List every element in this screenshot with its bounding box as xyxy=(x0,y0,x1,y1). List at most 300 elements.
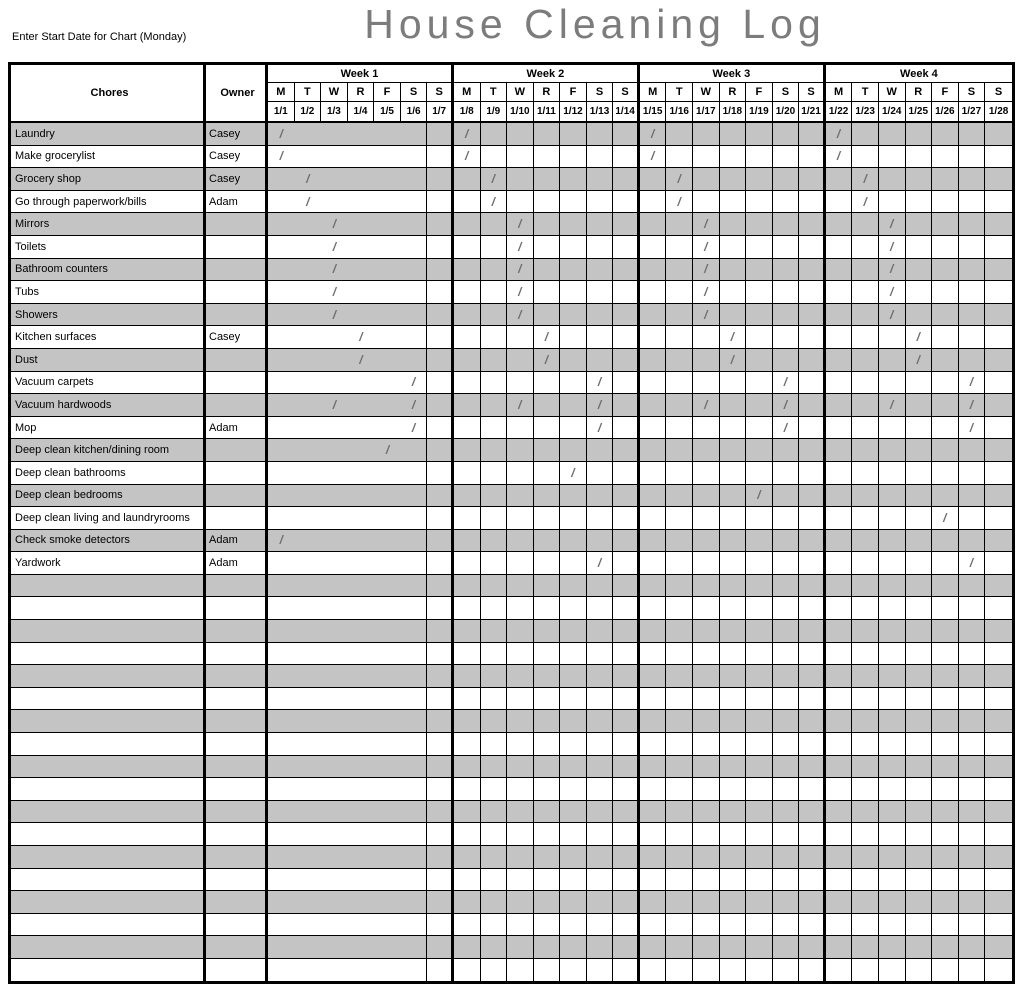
day-cell[interactable] xyxy=(932,394,959,417)
chore-cell[interactable]: Bathroom counters xyxy=(11,259,206,282)
day-cell[interactable] xyxy=(454,846,481,869)
day-cell[interactable] xyxy=(481,914,508,937)
day-cell[interactable] xyxy=(268,801,295,824)
day-cell[interactable] xyxy=(507,530,534,553)
owner-cell[interactable] xyxy=(206,778,268,801)
day-cell[interactable] xyxy=(906,394,933,417)
day-cell[interactable] xyxy=(879,146,906,169)
chore-cell[interactable] xyxy=(11,823,206,846)
day-cell[interactable] xyxy=(666,756,693,779)
day-cell[interactable] xyxy=(985,417,1012,440)
day-cell[interactable] xyxy=(534,372,561,395)
day-cell[interactable] xyxy=(613,620,640,643)
day-cell[interactable] xyxy=(720,959,747,981)
day-cell[interactable] xyxy=(454,778,481,801)
day-cell[interactable] xyxy=(799,643,826,666)
day-cell[interactable] xyxy=(826,597,853,620)
owner-cell[interactable]: Adam xyxy=(206,552,268,575)
day-cell[interactable] xyxy=(268,417,295,440)
day-cell[interactable] xyxy=(640,507,667,530)
day-cell[interactable] xyxy=(773,507,800,530)
day-cell[interactable] xyxy=(720,575,747,598)
day-cell[interactable] xyxy=(932,213,959,236)
day-cell[interactable] xyxy=(693,778,720,801)
day-cell[interactable] xyxy=(507,191,534,214)
day-cell[interactable] xyxy=(613,756,640,779)
day-cell[interactable] xyxy=(666,823,693,846)
day-cell[interactable] xyxy=(693,936,720,959)
day-cell[interactable] xyxy=(906,191,933,214)
day-cell[interactable] xyxy=(295,304,322,327)
day-cell[interactable] xyxy=(746,846,773,869)
day-cell[interactable] xyxy=(295,552,322,575)
day-cell[interactable] xyxy=(534,552,561,575)
day-cell[interactable] xyxy=(959,439,986,462)
day-cell[interactable] xyxy=(985,665,1012,688)
day-cell[interactable] xyxy=(985,620,1012,643)
day-cell[interactable] xyxy=(613,485,640,508)
day-cell[interactable] xyxy=(746,281,773,304)
day-cell[interactable] xyxy=(826,394,853,417)
owner-cell[interactable] xyxy=(206,756,268,779)
day-cell[interactable] xyxy=(534,801,561,824)
day-cell[interactable] xyxy=(693,417,720,440)
chore-cell[interactable] xyxy=(11,665,206,688)
day-cell[interactable] xyxy=(666,507,693,530)
day-cell[interactable] xyxy=(613,959,640,981)
day-cell[interactable] xyxy=(560,823,587,846)
day-cell[interactable] xyxy=(613,191,640,214)
day-cell[interactable] xyxy=(481,756,508,779)
day-cell[interactable] xyxy=(507,417,534,440)
day-cell[interactable] xyxy=(587,643,614,666)
day-cell[interactable] xyxy=(720,146,747,169)
day-cell[interactable] xyxy=(666,891,693,914)
day-cell[interactable] xyxy=(587,326,614,349)
day-cell[interactable] xyxy=(932,914,959,937)
day-cell[interactable] xyxy=(321,710,348,733)
day-cell[interactable] xyxy=(666,372,693,395)
day-cell[interactable] xyxy=(534,485,561,508)
day-cell[interactable] xyxy=(321,959,348,981)
day-cell[interactable] xyxy=(481,575,508,598)
day-cell[interactable] xyxy=(374,665,401,688)
day-cell-marked[interactable]: / xyxy=(348,326,375,349)
day-cell[interactable] xyxy=(454,304,481,327)
day-cell[interactable] xyxy=(295,372,322,395)
day-cell[interactable] xyxy=(295,259,322,282)
day-cell[interactable] xyxy=(879,869,906,892)
day-cell[interactable] xyxy=(693,597,720,620)
day-cell[interactable] xyxy=(348,507,375,530)
day-cell[interactable] xyxy=(746,439,773,462)
chore-cell[interactable] xyxy=(11,936,206,959)
day-cell[interactable] xyxy=(295,823,322,846)
owner-cell[interactable] xyxy=(206,733,268,756)
day-cell[interactable] xyxy=(374,914,401,937)
day-cell[interactable] xyxy=(826,417,853,440)
day-cell[interactable] xyxy=(852,891,879,914)
day-cell[interactable] xyxy=(481,936,508,959)
day-cell[interactable] xyxy=(879,665,906,688)
day-cell[interactable] xyxy=(906,710,933,733)
day-cell[interactable] xyxy=(693,552,720,575)
day-cell[interactable] xyxy=(879,846,906,869)
day-cell[interactable] xyxy=(852,417,879,440)
day-cell[interactable] xyxy=(507,146,534,169)
day-cell[interactable] xyxy=(534,756,561,779)
day-cell[interactable] xyxy=(481,417,508,440)
day-cell[interactable] xyxy=(799,869,826,892)
day-cell[interactable] xyxy=(932,959,959,981)
day-cell[interactable] xyxy=(799,756,826,779)
day-cell[interactable] xyxy=(321,869,348,892)
day-cell[interactable] xyxy=(481,123,508,146)
day-cell[interactable] xyxy=(560,146,587,169)
day-cell[interactable] xyxy=(560,643,587,666)
day-cell[interactable] xyxy=(427,846,454,869)
day-cell[interactable] xyxy=(906,439,933,462)
day-cell[interactable] xyxy=(481,236,508,259)
day-cell[interactable] xyxy=(852,439,879,462)
day-cell[interactable] xyxy=(454,575,481,598)
day-cell[interactable] xyxy=(348,123,375,146)
day-cell[interactable] xyxy=(534,191,561,214)
day-cell[interactable] xyxy=(879,439,906,462)
day-cell-marked[interactable]: / xyxy=(321,394,348,417)
day-cell[interactable] xyxy=(879,597,906,620)
day-cell[interactable] xyxy=(985,281,1012,304)
owner-cell[interactable] xyxy=(206,891,268,914)
day-cell[interactable] xyxy=(268,869,295,892)
day-cell[interactable] xyxy=(454,914,481,937)
day-cell[interactable] xyxy=(587,191,614,214)
day-cell[interactable] xyxy=(773,123,800,146)
day-cell[interactable] xyxy=(693,575,720,598)
chore-cell[interactable]: Deep clean kitchen/dining room xyxy=(11,439,206,462)
day-cell[interactable] xyxy=(959,643,986,666)
day-cell[interactable] xyxy=(613,823,640,846)
day-cell[interactable] xyxy=(587,959,614,981)
day-cell[interactable] xyxy=(693,485,720,508)
day-cell[interactable] xyxy=(427,236,454,259)
day-cell[interactable] xyxy=(295,665,322,688)
owner-cell[interactable]: Casey xyxy=(206,168,268,191)
day-cell[interactable] xyxy=(932,191,959,214)
chore-cell[interactable]: Go through paperwork/bills xyxy=(11,191,206,214)
day-cell[interactable] xyxy=(773,281,800,304)
day-cell[interactable] xyxy=(720,213,747,236)
day-cell[interactable] xyxy=(985,326,1012,349)
day-cell[interactable] xyxy=(295,620,322,643)
day-cell[interactable] xyxy=(401,688,428,711)
day-cell[interactable] xyxy=(427,372,454,395)
day-cell[interactable] xyxy=(799,281,826,304)
day-cell[interactable] xyxy=(640,801,667,824)
day-cell[interactable] xyxy=(560,417,587,440)
day-cell[interactable] xyxy=(295,597,322,620)
day-cell[interactable] xyxy=(826,304,853,327)
day-cell[interactable] xyxy=(879,552,906,575)
day-cell[interactable] xyxy=(295,236,322,259)
day-cell[interactable] xyxy=(932,936,959,959)
day-cell[interactable] xyxy=(773,869,800,892)
day-cell[interactable] xyxy=(374,123,401,146)
day-cell[interactable] xyxy=(268,213,295,236)
day-cell[interactable] xyxy=(507,801,534,824)
day-cell[interactable] xyxy=(720,688,747,711)
day-cell[interactable] xyxy=(826,936,853,959)
day-cell[interactable] xyxy=(985,552,1012,575)
day-cell[interactable] xyxy=(826,801,853,824)
day-cell[interactable] xyxy=(268,259,295,282)
day-cell[interactable] xyxy=(746,146,773,169)
chore-cell[interactable] xyxy=(11,959,206,981)
day-cell[interactable] xyxy=(454,507,481,530)
day-cell[interactable] xyxy=(879,914,906,937)
day-cell[interactable] xyxy=(348,213,375,236)
day-cell[interactable] xyxy=(852,507,879,530)
day-cell[interactable] xyxy=(693,146,720,169)
day-cell[interactable] xyxy=(799,891,826,914)
day-cell[interactable] xyxy=(321,733,348,756)
day-cell[interactable] xyxy=(427,349,454,372)
owner-cell[interactable] xyxy=(206,688,268,711)
day-cell[interactable] xyxy=(613,326,640,349)
day-cell[interactable] xyxy=(401,191,428,214)
day-cell[interactable] xyxy=(693,733,720,756)
chore-cell[interactable]: Deep clean bathrooms xyxy=(11,462,206,485)
day-cell[interactable] xyxy=(852,575,879,598)
day-cell[interactable] xyxy=(295,846,322,869)
owner-cell[interactable] xyxy=(206,936,268,959)
chore-cell[interactable] xyxy=(11,846,206,869)
day-cell[interactable] xyxy=(666,417,693,440)
day-cell[interactable] xyxy=(959,213,986,236)
day-cell[interactable] xyxy=(693,191,720,214)
day-cell[interactable] xyxy=(534,575,561,598)
day-cell[interactable] xyxy=(401,756,428,779)
day-cell[interactable] xyxy=(666,914,693,937)
day-cell[interactable] xyxy=(348,846,375,869)
day-cell[interactable] xyxy=(906,146,933,169)
day-cell[interactable] xyxy=(826,823,853,846)
day-cell[interactable] xyxy=(985,439,1012,462)
day-cell[interactable] xyxy=(507,710,534,733)
day-cell[interactable] xyxy=(959,620,986,643)
day-cell[interactable] xyxy=(454,349,481,372)
day-cell[interactable] xyxy=(746,756,773,779)
day-cell[interactable] xyxy=(587,688,614,711)
day-cell[interactable] xyxy=(852,530,879,553)
day-cell[interactable] xyxy=(587,846,614,869)
day-cell[interactable] xyxy=(560,914,587,937)
day-cell[interactable] xyxy=(401,507,428,530)
day-cell[interactable] xyxy=(321,326,348,349)
day-cell[interactable] xyxy=(454,213,481,236)
day-cell[interactable] xyxy=(906,123,933,146)
chore-cell[interactable]: Mirrors xyxy=(11,213,206,236)
day-cell[interactable] xyxy=(932,643,959,666)
day-cell[interactable] xyxy=(374,552,401,575)
day-cell[interactable] xyxy=(560,439,587,462)
day-cell[interactable] xyxy=(720,485,747,508)
day-cell[interactable] xyxy=(613,710,640,733)
day-cell[interactable] xyxy=(666,281,693,304)
day-cell-marked[interactable]: / xyxy=(852,168,879,191)
owner-cell[interactable]: Casey xyxy=(206,123,268,146)
day-cell[interactable] xyxy=(321,597,348,620)
day-cell[interactable] xyxy=(773,259,800,282)
day-cell[interactable] xyxy=(348,530,375,553)
day-cell[interactable] xyxy=(799,146,826,169)
day-cell[interactable] xyxy=(268,552,295,575)
day-cell[interactable] xyxy=(268,597,295,620)
day-cell[interactable] xyxy=(348,146,375,169)
day-cell[interactable] xyxy=(295,575,322,598)
day-cell[interactable] xyxy=(666,959,693,981)
day-cell[interactable] xyxy=(401,236,428,259)
day-cell-marked[interactable]: / xyxy=(746,485,773,508)
day-cell[interactable] xyxy=(852,394,879,417)
day-cell[interactable] xyxy=(321,801,348,824)
day-cell[interactable] xyxy=(560,891,587,914)
day-cell[interactable] xyxy=(268,349,295,372)
day-cell[interactable] xyxy=(826,259,853,282)
day-cell[interactable] xyxy=(852,236,879,259)
day-cell[interactable] xyxy=(985,191,1012,214)
day-cell[interactable] xyxy=(693,507,720,530)
day-cell[interactable] xyxy=(826,665,853,688)
day-cell-marked[interactable]: / xyxy=(720,326,747,349)
day-cell[interactable] xyxy=(268,507,295,530)
day-cell[interactable] xyxy=(507,823,534,846)
day-cell-marked[interactable]: / xyxy=(268,530,295,553)
day-cell[interactable] xyxy=(560,710,587,733)
day-cell-marked[interactable]: / xyxy=(587,372,614,395)
day-cell[interactable] xyxy=(295,394,322,417)
day-cell[interactable] xyxy=(534,417,561,440)
day-cell[interactable] xyxy=(826,439,853,462)
day-cell[interactable] xyxy=(959,507,986,530)
day-cell[interactable] xyxy=(640,349,667,372)
day-cell[interactable] xyxy=(587,485,614,508)
day-cell[interactable] xyxy=(374,575,401,598)
owner-cell[interactable] xyxy=(206,394,268,417)
day-cell[interactable] xyxy=(401,959,428,981)
day-cell[interactable] xyxy=(348,710,375,733)
day-cell[interactable] xyxy=(906,213,933,236)
day-cell[interactable] xyxy=(666,123,693,146)
day-cell[interactable] xyxy=(985,462,1012,485)
day-cell[interactable] xyxy=(534,823,561,846)
day-cell[interactable] xyxy=(879,801,906,824)
day-cell[interactable] xyxy=(560,213,587,236)
chore-cell[interactable] xyxy=(11,914,206,937)
day-cell[interactable] xyxy=(666,394,693,417)
day-cell[interactable] xyxy=(560,552,587,575)
day-cell[interactable] xyxy=(481,665,508,688)
day-cell[interactable] xyxy=(932,891,959,914)
day-cell[interactable] xyxy=(348,688,375,711)
day-cell[interactable] xyxy=(534,959,561,981)
day-cell-marked[interactable]: / xyxy=(507,394,534,417)
day-cell[interactable] xyxy=(481,349,508,372)
day-cell[interactable] xyxy=(666,778,693,801)
day-cell[interactable] xyxy=(773,326,800,349)
day-cell[interactable] xyxy=(295,936,322,959)
day-cell[interactable] xyxy=(879,710,906,733)
day-cell[interactable] xyxy=(906,869,933,892)
day-cell[interactable] xyxy=(401,462,428,485)
day-cell[interactable] xyxy=(852,259,879,282)
day-cell[interactable] xyxy=(560,620,587,643)
day-cell[interactable] xyxy=(959,665,986,688)
day-cell[interactable] xyxy=(826,846,853,869)
day-cell[interactable] xyxy=(534,281,561,304)
owner-cell[interactable] xyxy=(206,597,268,620)
day-cell[interactable] xyxy=(507,643,534,666)
day-cell[interactable] xyxy=(959,123,986,146)
day-cell[interactable] xyxy=(454,936,481,959)
day-cell[interactable] xyxy=(534,146,561,169)
day-cell[interactable] xyxy=(720,643,747,666)
day-cell[interactable] xyxy=(826,236,853,259)
day-cell[interactable] xyxy=(268,620,295,643)
day-cell[interactable] xyxy=(401,823,428,846)
day-cell[interactable] xyxy=(852,552,879,575)
chore-cell[interactable] xyxy=(11,733,206,756)
day-cell[interactable] xyxy=(720,281,747,304)
day-cell[interactable] xyxy=(906,462,933,485)
day-cell[interactable] xyxy=(321,417,348,440)
day-cell[interactable] xyxy=(481,733,508,756)
day-cell[interactable] xyxy=(348,914,375,937)
day-cell[interactable] xyxy=(879,507,906,530)
day-cell[interactable] xyxy=(560,485,587,508)
owner-cell[interactable] xyxy=(206,281,268,304)
chore-cell[interactable] xyxy=(11,710,206,733)
day-cell[interactable] xyxy=(401,146,428,169)
day-cell[interactable] xyxy=(640,756,667,779)
day-cell[interactable] xyxy=(295,914,322,937)
day-cell[interactable] xyxy=(746,304,773,327)
day-cell[interactable] xyxy=(587,575,614,598)
owner-cell[interactable] xyxy=(206,213,268,236)
day-cell[interactable] xyxy=(374,146,401,169)
day-cell[interactable] xyxy=(773,349,800,372)
day-cell[interactable] xyxy=(693,959,720,981)
owner-cell[interactable]: Adam xyxy=(206,530,268,553)
day-cell[interactable] xyxy=(985,213,1012,236)
day-cell[interactable] xyxy=(826,643,853,666)
day-cell[interactable] xyxy=(640,665,667,688)
day-cell[interactable] xyxy=(268,462,295,485)
day-cell[interactable] xyxy=(401,281,428,304)
day-cell[interactable] xyxy=(799,778,826,801)
day-cell[interactable] xyxy=(932,756,959,779)
owner-cell[interactable] xyxy=(206,620,268,643)
day-cell[interactable] xyxy=(507,372,534,395)
owner-cell[interactable] xyxy=(206,236,268,259)
day-cell[interactable] xyxy=(906,643,933,666)
day-cell[interactable] xyxy=(401,530,428,553)
day-cell[interactable] xyxy=(295,688,322,711)
day-cell[interactable] xyxy=(693,665,720,688)
day-cell[interactable] xyxy=(879,462,906,485)
day-cell[interactable] xyxy=(985,801,1012,824)
day-cell[interactable] xyxy=(852,281,879,304)
